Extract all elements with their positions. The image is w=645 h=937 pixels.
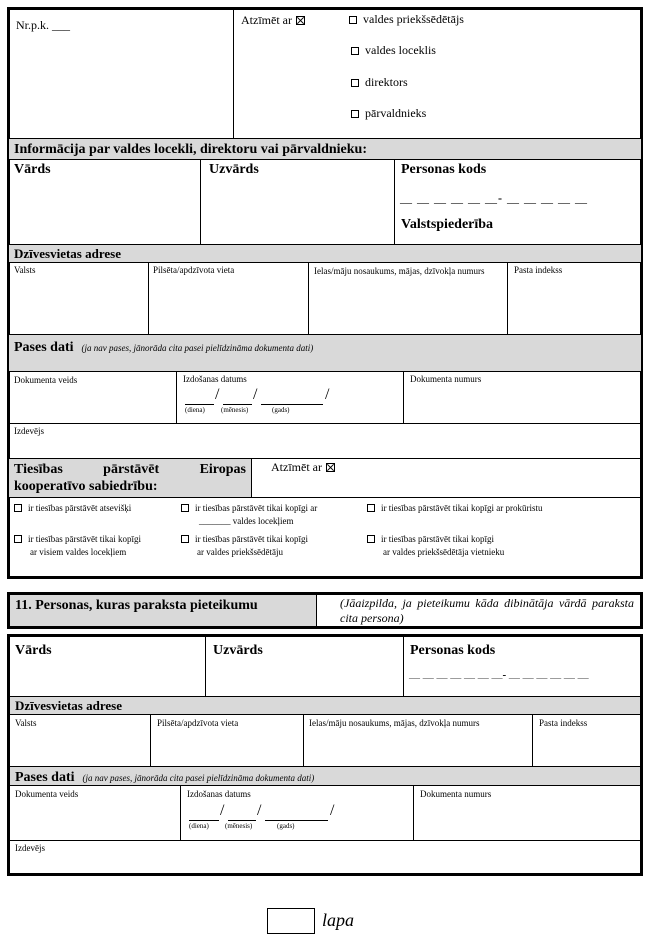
- checkbox-icon[interactable]: [351, 47, 359, 55]
- role-option-director[interactable]: [351, 75, 408, 90]
- divider: [9, 371, 641, 372]
- rights-option-with-chairman[interactable]: [181, 533, 308, 559]
- divider: [9, 423, 641, 424]
- month-caption: (mēnesis): [225, 822, 253, 830]
- passport-header: Pases dati: [15, 770, 75, 785]
- divider: [9, 138, 641, 139]
- page-number-box[interactable]: [267, 908, 315, 934]
- mark-with-label: [241, 13, 305, 28]
- rights-option-with-all-members[interactable]: [14, 533, 141, 559]
- checkbox-icon[interactable]: [367, 504, 375, 512]
- month-caption: (mēnesis): [221, 406, 249, 414]
- entry-number-label: Nr.p.k. ___: [16, 18, 70, 32]
- rights-option-separately[interactable]: [14, 502, 131, 514]
- residence-header: Dzīvesvietas adrese: [14, 246, 121, 261]
- divider: [176, 371, 177, 423]
- info-header: Informācija par valdes locekli, direktoru vai pārvaldnieku:: [14, 142, 367, 157]
- postal-label: Pasta indekss: [514, 265, 563, 275]
- divider: [413, 785, 414, 840]
- rights-mark-text: Atzīmēt ar: [271, 460, 322, 474]
- doc-type-label: Dokumenta veids: [15, 789, 79, 799]
- personal-code-field[interactable]: [409, 669, 589, 684]
- name-label: Vārds: [14, 162, 51, 177]
- passport-note: (ja nav pases, jānorāda cita pasei pielīdzināma dokumenta dati): [82, 773, 315, 783]
- divider: [10, 840, 640, 841]
- divider: [394, 159, 395, 244]
- street-label: Ielas/māju nosaukums, mājas, dzīvokļa numurs: [309, 718, 480, 728]
- year-line: [261, 404, 323, 405]
- role-option-administrator[interactable]: [351, 106, 426, 121]
- rights-option-text: ir tiesības pārstāvēt tikai kopīgi ar: [195, 503, 318, 513]
- role-label: valdes priekšsēdētājs: [363, 12, 464, 26]
- passport-note: (ja nav pases, jānorāda cita pasei pielīdzināma dokumenta dati): [81, 343, 314, 353]
- passport-header-row: [14, 338, 313, 356]
- divider: [233, 9, 234, 139]
- role-label: valdes loceklis: [365, 43, 436, 57]
- country-label: Valsts: [14, 265, 36, 275]
- date-slash: /: [253, 386, 258, 403]
- divider: [9, 159, 641, 160]
- personal-code-separator: -: [498, 191, 503, 205]
- rights-option-text: ir tiesības pārstāvēt tikai kopīgi: [195, 534, 308, 544]
- rights-option-text: ir tiesības pārstāvēt tikai kopīgi: [381, 534, 494, 544]
- rights-option-text-2: ar valdes priekšsēdētāja vietnieku: [383, 547, 505, 557]
- checkbox-icon[interactable]: [181, 535, 189, 543]
- divider: [9, 334, 641, 335]
- postal-label: Pasta indekss: [539, 718, 588, 728]
- rights-mark-label: [271, 460, 335, 475]
- divider: [9, 497, 641, 498]
- page-label: lapa: [322, 910, 355, 930]
- rights-option-text: ir tiesības pārstāvēt tikai kopīgi: [28, 534, 141, 544]
- date-slash: /: [215, 386, 220, 403]
- checkbox-icon[interactable]: [181, 504, 189, 512]
- month-line: [223, 404, 252, 405]
- role-option-board-member[interactable]: [351, 43, 436, 58]
- checkbox-icon[interactable]: [351, 110, 359, 118]
- mark-with-text: Atzīmēt ar: [241, 13, 292, 27]
- issue-date-label: Izdošanas datums: [183, 374, 247, 384]
- personal-code-field[interactable]: [400, 191, 588, 210]
- divider: [403, 371, 404, 423]
- section-11-title: 11. Personas, kuras paraksta pieteikumu: [15, 598, 258, 613]
- rights-header-line1: Tiesības pārstāvēt Eiropas: [14, 462, 246, 477]
- passport-header: Pases dati: [14, 340, 74, 355]
- city-label: Pilsēta/apdzīvota vieta: [157, 718, 239, 728]
- name-label: Vārds: [15, 643, 52, 658]
- divider: [9, 262, 641, 263]
- divider: [403, 637, 404, 696]
- rights-option-text-2: _______ valdes locekļiem: [199, 516, 294, 526]
- rights-option-with-members[interactable]: [181, 502, 317, 528]
- divider: [150, 714, 151, 766]
- issuer-label: Izdevējs: [14, 426, 44, 436]
- divider: [251, 458, 252, 497]
- personal-code-mask-right: — — — — —: [507, 195, 588, 209]
- personal-code-mask-left: — — — — — — —: [409, 672, 503, 684]
- section-11-note: (Jāaizpilda, ja pieteikumu kāda dibinātāja vārdā paraksta cita persona): [340, 596, 634, 625]
- date-slash: /: [220, 802, 225, 819]
- issuer-label: Izdevējs: [15, 843, 45, 853]
- role-label: direktors: [365, 75, 408, 89]
- day-caption: (diena): [189, 822, 209, 830]
- divider: [303, 714, 304, 766]
- rights-option-text-2: ar valdes priekšsēdētāju: [197, 547, 283, 557]
- role-option-chairman[interactable]: [349, 12, 464, 27]
- year-line: [265, 820, 328, 821]
- day-line: [185, 404, 214, 405]
- month-line: [228, 820, 256, 821]
- divider: [532, 714, 533, 766]
- passport-header-row: [15, 768, 314, 786]
- personal-code-label: Personas kods: [410, 643, 496, 658]
- residence-header: Dzīvesvietas adrese: [15, 698, 122, 713]
- rights-option-text: ir tiesības pārstāvēt tikai kopīgi ar prokūristu: [381, 503, 543, 513]
- checkbox-icon[interactable]: [14, 535, 22, 543]
- year-caption: (gads): [277, 822, 295, 830]
- issue-date-label: Izdošanas datums: [187, 789, 251, 799]
- divider: [10, 766, 640, 767]
- rights-option-text-2: ar visiem valdes locekļiem: [30, 547, 127, 557]
- role-label: pārvaldnieks: [365, 106, 427, 120]
- divider: [200, 159, 201, 244]
- divider: [10, 696, 640, 697]
- doc-type-label: Dokumenta veids: [14, 375, 78, 385]
- date-slash: /: [325, 386, 330, 403]
- doc-number-label: Dokumenta numurs: [420, 789, 492, 799]
- divider: [148, 262, 149, 334]
- street-label: Ielas/māju nosaukums, mājas, dzīvokļa numurs: [314, 266, 485, 276]
- checkbox-icon[interactable]: [367, 535, 375, 543]
- rights-option-text: ir tiesības pārstāvēt atsevišķi: [28, 503, 132, 513]
- issue-date-field[interactable]: [185, 388, 335, 418]
- rights-option-with-vice-chairman[interactable]: [367, 533, 504, 559]
- surname-label: Uzvārds: [213, 643, 263, 658]
- country-label: Valsts: [15, 718, 37, 728]
- divider: [180, 785, 181, 840]
- date-slash: /: [257, 802, 262, 819]
- personal-code-mask-left: — — — — — —: [400, 195, 498, 209]
- citizenship-label: Valstspiederība: [401, 217, 494, 232]
- personal-code-mask-right: — — — — — —: [508, 672, 589, 684]
- doc-number-label: Dokumenta numurs: [410, 374, 482, 384]
- checkbox-icon[interactable]: [349, 16, 357, 24]
- divider: [10, 714, 640, 715]
- year-caption: (gads): [272, 406, 290, 414]
- divider: [507, 262, 508, 334]
- personal-code-separator: -: [502, 669, 507, 681]
- date-slash: /: [330, 802, 335, 819]
- day-caption: (diena): [185, 406, 205, 414]
- day-line: [189, 820, 219, 821]
- issue-date-field[interactable]: [189, 804, 339, 834]
- divider: [316, 595, 317, 626]
- rights-option-with-proxy[interactable]: [367, 502, 542, 514]
- checkbox-icon[interactable]: [351, 79, 359, 87]
- surname-label: Uzvārds: [209, 162, 259, 177]
- city-label: Pilsēta/apdzīvota vieta: [153, 265, 235, 275]
- divider: [9, 244, 641, 245]
- rights-header-line2: kooperatīvo sabiedrību:: [14, 479, 158, 494]
- divider: [308, 262, 309, 334]
- divider: [205, 637, 206, 696]
- x-mark-icon: [296, 16, 305, 25]
- personal-code-label: Personas kods: [401, 162, 487, 177]
- divider: [9, 458, 641, 459]
- checkbox-icon[interactable]: [14, 504, 22, 512]
- x-mark-icon: [326, 463, 335, 472]
